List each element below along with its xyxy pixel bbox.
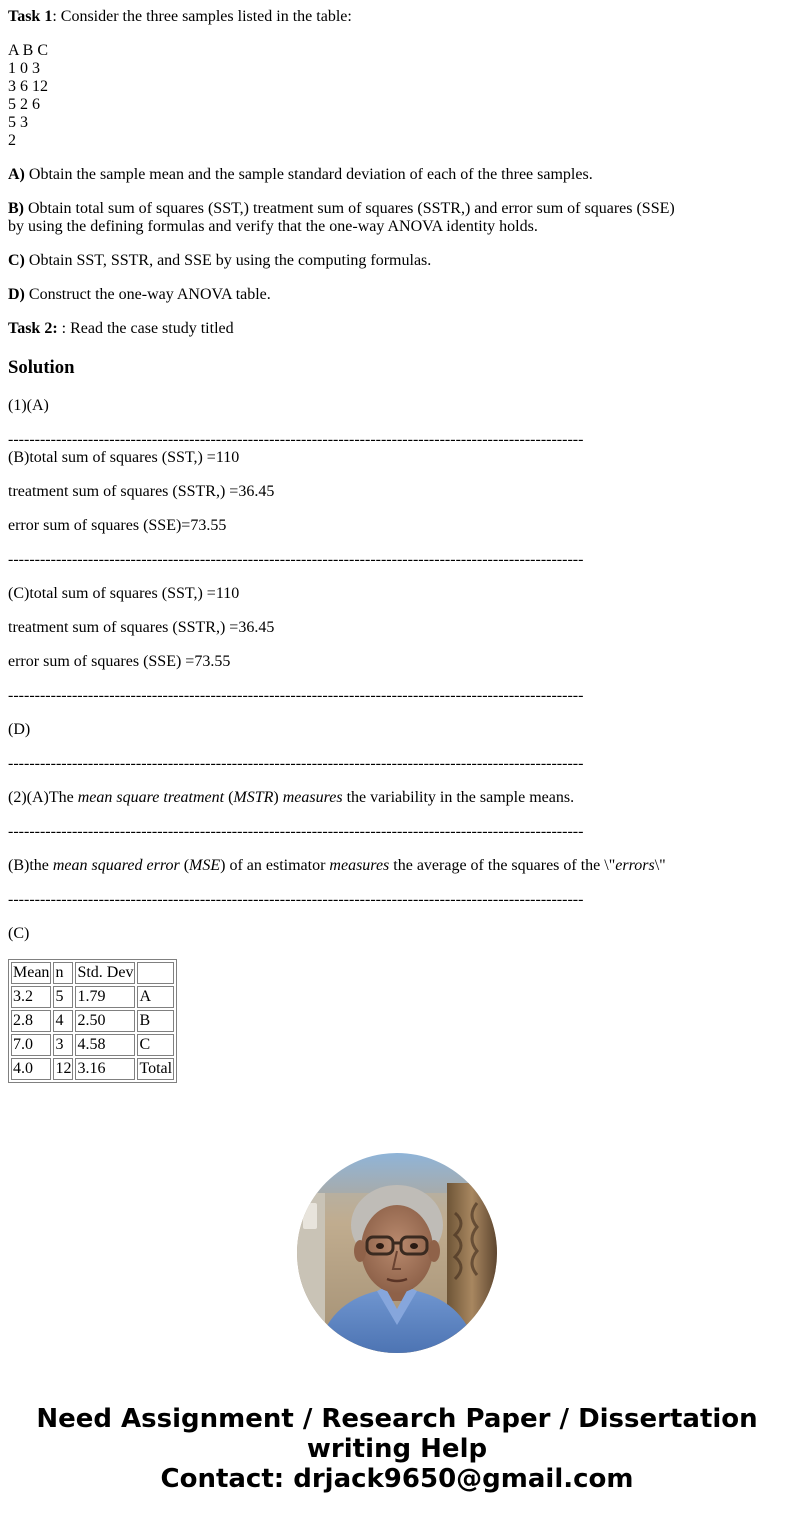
separator: ------------------------------------------------------------------------------------------------------------ bbox=[8, 823, 584, 840]
portrait-illustration bbox=[297, 1153, 497, 1353]
part-1c-sst: (C)total sum of squares (SST,) =110 bbox=[8, 585, 240, 602]
table-cell: 12 bbox=[53, 1058, 73, 1080]
task1-paragraph bbox=[8, 8, 352, 26]
item-text: Obtain the sample mean and the sample standard deviation of each of the three samples. bbox=[24, 166, 593, 183]
table-cell: C bbox=[137, 1034, 174, 1056]
task1-item-c bbox=[8, 252, 431, 270]
text-run: \" bbox=[654, 857, 666, 874]
task1-label: Task 1 bbox=[8, 8, 53, 25]
task2-label: Task 2: bbox=[8, 320, 58, 337]
table-cell: 3 bbox=[53, 1034, 73, 1056]
sample-line: 5 3 bbox=[8, 114, 28, 131]
item-text: Obtain total sum of squares (SST,) treatment sum of squares (SSTR,) and error sum of squares (SSE) bbox=[24, 200, 675, 217]
footer-contact: Contact: drjack9650@gmail.com bbox=[160, 1464, 634, 1494]
table-cell: 4.0 bbox=[11, 1058, 51, 1080]
term-italic: errors bbox=[615, 857, 655, 874]
separator: ------------------------------------------------------------------------------------------------------------ bbox=[8, 755, 584, 772]
text-run: ( bbox=[179, 857, 190, 874]
table-header-cell bbox=[137, 962, 174, 984]
separator: ------------------------------------------------------------------------------------------------------------ bbox=[8, 431, 584, 448]
text-run: ) bbox=[273, 789, 283, 806]
part-1d: (D) bbox=[8, 721, 31, 738]
term-italic: measures bbox=[329, 857, 390, 874]
term-italic: MSTR bbox=[233, 789, 274, 806]
item-label: A) bbox=[8, 166, 25, 183]
table-header-cell: n bbox=[53, 962, 73, 984]
table-cell: 4.58 bbox=[75, 1034, 135, 1056]
task1-item-b bbox=[8, 200, 675, 236]
table-row bbox=[11, 986, 174, 1008]
task2-paragraph bbox=[8, 320, 234, 338]
table-cell: 2.8 bbox=[11, 1010, 51, 1032]
separator: ------------------------------------------------------------------------------------------------------------ bbox=[8, 891, 584, 908]
table-cell: A bbox=[137, 986, 174, 1008]
summary-stats-table bbox=[8, 959, 177, 1083]
sample-line: 1 0 3 bbox=[8, 60, 40, 77]
table-cell: 7.0 bbox=[11, 1034, 51, 1056]
text-run: (B)the bbox=[8, 857, 53, 874]
task1-item-a bbox=[8, 166, 593, 184]
task2-text: : Read the case study titled bbox=[57, 320, 234, 337]
term-italic: MSE bbox=[189, 857, 221, 874]
item-label: B) bbox=[8, 200, 24, 217]
task1-text: : Consider the three samples listed in the table: bbox=[52, 8, 352, 25]
table-header-row bbox=[11, 962, 174, 984]
table-cell: 5 bbox=[53, 986, 73, 1008]
part-2b bbox=[8, 857, 666, 875]
sample-data-block bbox=[8, 42, 48, 150]
sample-line: A B C bbox=[8, 42, 49, 59]
item-text: Obtain SST, SSTR, and SSE by using the computing formulas. bbox=[24, 252, 432, 269]
sample-line: 2 bbox=[8, 132, 16, 149]
table-cell: 3.2 bbox=[11, 986, 51, 1008]
item-text-continued: by using the defining formulas and verify that the one-way ANOVA identity holds. bbox=[8, 218, 538, 235]
table-row bbox=[11, 1010, 174, 1032]
term-italic: measures bbox=[282, 789, 343, 806]
term-italic: mean square treatment bbox=[77, 789, 225, 806]
table-header-cell: Std. Dev bbox=[75, 962, 135, 984]
footer-line: Need Assignment / Research Paper / Dissertation bbox=[36, 1404, 758, 1434]
table-header-cell: Mean bbox=[11, 962, 51, 984]
table-cell: B bbox=[137, 1010, 174, 1032]
part-1b-sse: error sum of squares (SSE)=73.55 bbox=[8, 517, 227, 534]
part-1c-sstr: treatment sum of squares (SSTR,) =36.45 bbox=[8, 619, 275, 636]
term-italic: mean squared error bbox=[52, 857, 180, 874]
author-photo bbox=[297, 1153, 497, 1353]
part-1b-sstr: treatment sum of squares (SSTR,) =36.45 bbox=[8, 483, 275, 500]
table-row bbox=[11, 1058, 174, 1080]
text-run: the average of the squares of the \" bbox=[389, 857, 616, 874]
table-row bbox=[11, 1034, 174, 1056]
table-cell: 3.16 bbox=[75, 1058, 135, 1080]
item-label: C) bbox=[8, 252, 25, 269]
part-1c-sse: error sum of squares (SSE) =73.55 bbox=[8, 653, 231, 670]
text-run: (2)(A)The bbox=[8, 789, 78, 806]
item-text: Construct the one-way ANOVA table. bbox=[24, 286, 271, 303]
text-run: ( bbox=[224, 789, 234, 806]
task1-item-d bbox=[8, 286, 271, 304]
part-2a bbox=[8, 789, 574, 807]
table-cell: 4 bbox=[53, 1010, 73, 1032]
text-run: ) of an estimator bbox=[220, 857, 330, 874]
footer-banner bbox=[0, 1404, 794, 1494]
part-1a: (1)(A) bbox=[8, 397, 49, 414]
separator: ------------------------------------------------------------------------------------------------------------ bbox=[8, 551, 584, 568]
part-2c: (C) bbox=[8, 925, 30, 942]
text-run: the variability in the sample means. bbox=[342, 789, 575, 806]
table-cell: 1.79 bbox=[75, 986, 135, 1008]
table-cell: Total bbox=[137, 1058, 174, 1080]
sample-line: 5 2 6 bbox=[8, 96, 40, 113]
solution-heading: Solution bbox=[8, 357, 75, 378]
part-1b-sst: (B)total sum of squares (SST,) =110 bbox=[8, 449, 240, 466]
separator: ------------------------------------------------------------------------------------------------------------ bbox=[8, 687, 584, 704]
footer-line: writing Help bbox=[306, 1434, 488, 1464]
sample-line: 3 6 12 bbox=[8, 78, 48, 95]
table-cell: 2.50 bbox=[75, 1010, 135, 1032]
item-label: D) bbox=[8, 286, 25, 303]
